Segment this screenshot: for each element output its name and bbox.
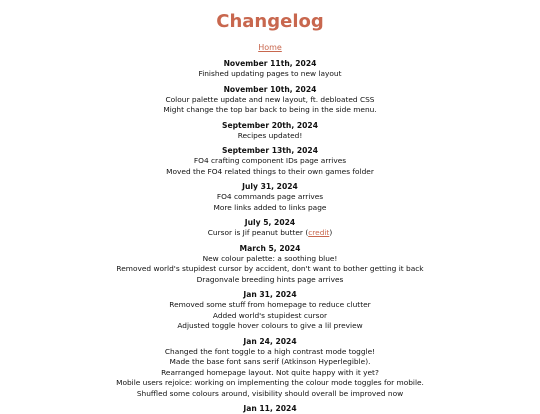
entry-date: Jan 24, 2024	[243, 336, 297, 346]
entry-line: New colour palette: a soothing blue!	[202, 253, 338, 263]
changelog-entry	[0, 181, 540, 213]
entry-line: Might change the top bar back to being in the side menu.	[163, 105, 377, 114]
entry-date: November 10th, 2024	[223, 84, 317, 94]
entry-line: Changed the font toggle to a high contrast mode toggle!	[164, 346, 376, 356]
changelog-entry	[0, 58, 540, 80]
entry-date: March 5, 2024	[239, 243, 301, 253]
changelog-entry	[0, 289, 540, 332]
home-link[interactable]: Home	[258, 43, 282, 52]
entry-line: Dragonvale breeding hints page arrives	[196, 274, 344, 284]
changelog-entry	[0, 120, 540, 142]
entry-line: Finished updating pages to new layout	[198, 69, 342, 78]
entry-line: FO4 crafting component IDs page arrives	[193, 156, 347, 165]
entry-line: Removed some stuff from homepage to reduce clutter	[169, 300, 371, 309]
entry-line: Moved the FO4 related things to their own games folder	[166, 166, 374, 176]
entry-line: Removed world's stupidest cursor by accident, don't want to bother getting it back	[116, 264, 424, 273]
page-title: Changelog	[216, 11, 324, 32]
changelog-entry	[0, 336, 540, 400]
entry-line: Adjusted toggle hover colours to give a lil preview	[177, 321, 363, 330]
entry-date: July 31, 2024	[242, 182, 298, 191]
changelog-entry	[0, 243, 540, 286]
entry-line: Made the base font sans serif (Atkinson Hyperlegible).	[169, 357, 371, 366]
entry-date: July 5, 2024	[244, 218, 296, 227]
entry-line: FO4 commands page arrives	[216, 192, 324, 201]
entry-line	[0, 228, 540, 239]
entry-line: Rearranged homepage layout. Not quite happy with it yet?	[161, 367, 379, 377]
entry-date: Jan 31, 2024	[243, 290, 297, 299]
entry-line: More links added to links page	[213, 202, 327, 212]
entry-line: Recipes updated!	[237, 130, 303, 140]
changelog-entry	[0, 217, 540, 239]
changelog-entry	[0, 84, 540, 116]
entry-line: Mobile users rejoice: working on implementing the colour mode toggles for mobile.	[116, 378, 424, 387]
changelog-entry	[0, 145, 540, 177]
changelog-list	[0, 58, 540, 414]
entry-date: September 20th, 2024	[222, 120, 318, 130]
entry-line: Shuffled some colours around, visibility should overall be improved now	[136, 388, 404, 398]
credit-link[interactable]: credit	[308, 228, 330, 237]
entry-line-text: Cursor is Jif peanut butter (	[207, 228, 309, 237]
entry-line-suffix: )	[329, 228, 333, 237]
entry-date: Jan 11, 2024	[243, 404, 297, 413]
entry-date: September 13th, 2024	[222, 146, 318, 155]
entry-line: Added world's stupidest cursor	[212, 310, 328, 320]
entry-line: Colour palette update and new layout, ft. debloated CSS	[165, 94, 375, 104]
entry-date: November 11th, 2024	[223, 59, 317, 68]
